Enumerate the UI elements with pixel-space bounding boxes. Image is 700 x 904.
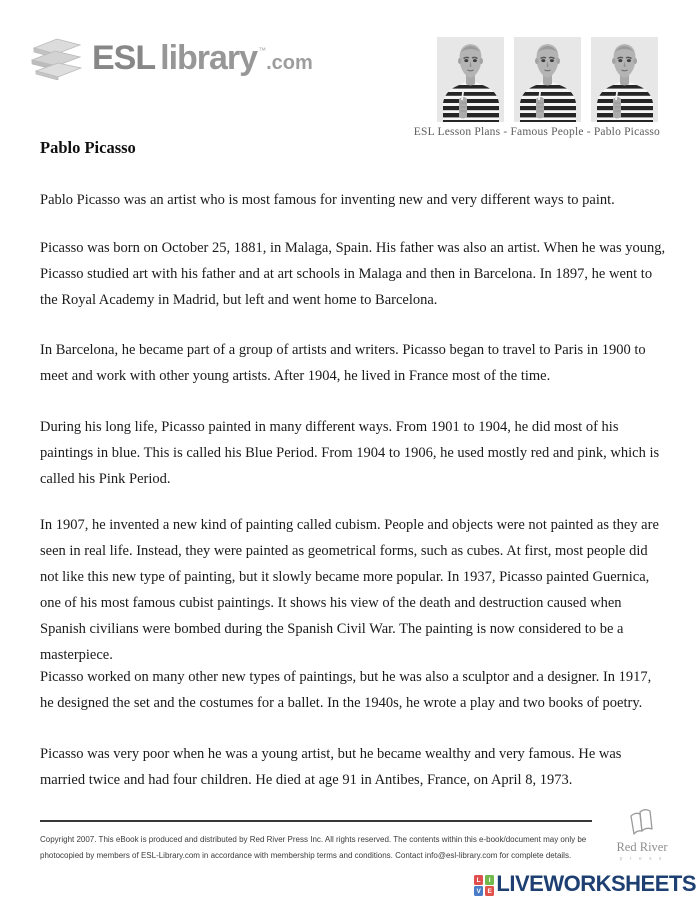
- stacked-books-icon: [30, 36, 86, 80]
- brand-esl: ESL: [92, 38, 156, 77]
- picasso-photo-3: [591, 37, 658, 122]
- page-title: Pablo Picasso: [40, 138, 136, 157]
- copyright-notice: [40, 832, 600, 864]
- liveworksheets-tiles-icon: [474, 875, 495, 896]
- paragraph-death: Picasso was very poor when he was a young artist, but he became wealthy and very famous. He was married twice and had four children. He died at age 91 in Antibes, France, on April 8, 1973.: [40, 746, 622, 788]
- esl-library-logo: [30, 36, 313, 80]
- picasso-photo-2: [514, 37, 581, 122]
- tile-v: V: [474, 886, 484, 896]
- brand-com: .com: [266, 51, 313, 74]
- lesson-breadcrumb: ESL Lesson Plans - Famous People - Pablo Picasso: [413, 126, 660, 138]
- brand-library: library: [160, 38, 258, 77]
- footer-divider: [40, 820, 592, 822]
- red-river-press-logo: [606, 806, 678, 862]
- open-book-icon: [627, 806, 657, 838]
- copyright-line-2: photocopied by members of ESL-Library.com in accordance with membership terms and conditions. Contact info@esl-library.com for complete details.: [40, 851, 572, 860]
- copyright-line-1: Copyright 2007. This eBook is produced and distributed by Red River Press Inc. All rights reserved. The contents within this e-book/document may only be: [40, 835, 587, 844]
- tile-l: L: [474, 875, 484, 885]
- tile-e: E: [485, 886, 495, 896]
- esl-library-wordmark: [92, 39, 313, 78]
- paragraph-periods: During his long life, Picasso painted in many different ways. From 1901 to 1904, he did most of his paintings in blue. This is called his Blue Period. From 1904 to 1906, he used mostly red and pink, which is called his Pink Period.: [40, 419, 660, 487]
- publisher-name: Red River: [616, 840, 668, 854]
- trademark-symbol: ™: [258, 45, 267, 55]
- paragraph-intro: Pablo Picasso was an artist who is most famous for inventing new and very different ways to paint.: [40, 192, 615, 208]
- publisher-sub: p r e s s: [619, 856, 665, 862]
- liveworksheets-logo[interactable]: [474, 871, 696, 897]
- picasso-photo-row: [437, 37, 658, 122]
- paragraph-barcelona: In Barcelona, he became part of a group of artists and writers. Picasso began to travel to Paris in 1900 to meet and work with other young artists. After 1904, he lived in France most of the time.: [40, 342, 646, 384]
- picasso-photo-1: [437, 37, 504, 122]
- paragraph-other-work: Picasso worked on many other new types of paintings, but he was also a sculptor and a designer. In 1917, he designed the set and the costumes for a ballet. In the 1940s, he wrote a play and two books of poetry.: [40, 669, 652, 711]
- paragraph-cubism: In 1907, he invented a new kind of painting called cubism. People and objects were not painted as they are seen in real life. Instead, they were painted as geometrical forms, such as cubes. At first, most people did not like this new type of painting, but it slowly became more popular. In 1937, Picasso painted Guernica, one of his most famous cubist paintings. It shows his view of the death and destruction caused when Spanish civilians were bombed during the Spanish Civil War. The painting is now considered to be a masterpiece.: [40, 517, 659, 663]
- paragraph-birth: Picasso was born on October 25, 1881, in Malaga, Spain. His father was also an artist. When he was young, Picasso studied art with his father and at art schools in Malaga and then in Barcelona. In 1897, he went to the Royal Academy in Madrid, but left and went home to Barcelona.: [40, 240, 666, 308]
- tile-i: I: [485, 875, 495, 885]
- liveworksheets-wordmark: LIVEWORKSHEETS: [496, 871, 696, 896]
